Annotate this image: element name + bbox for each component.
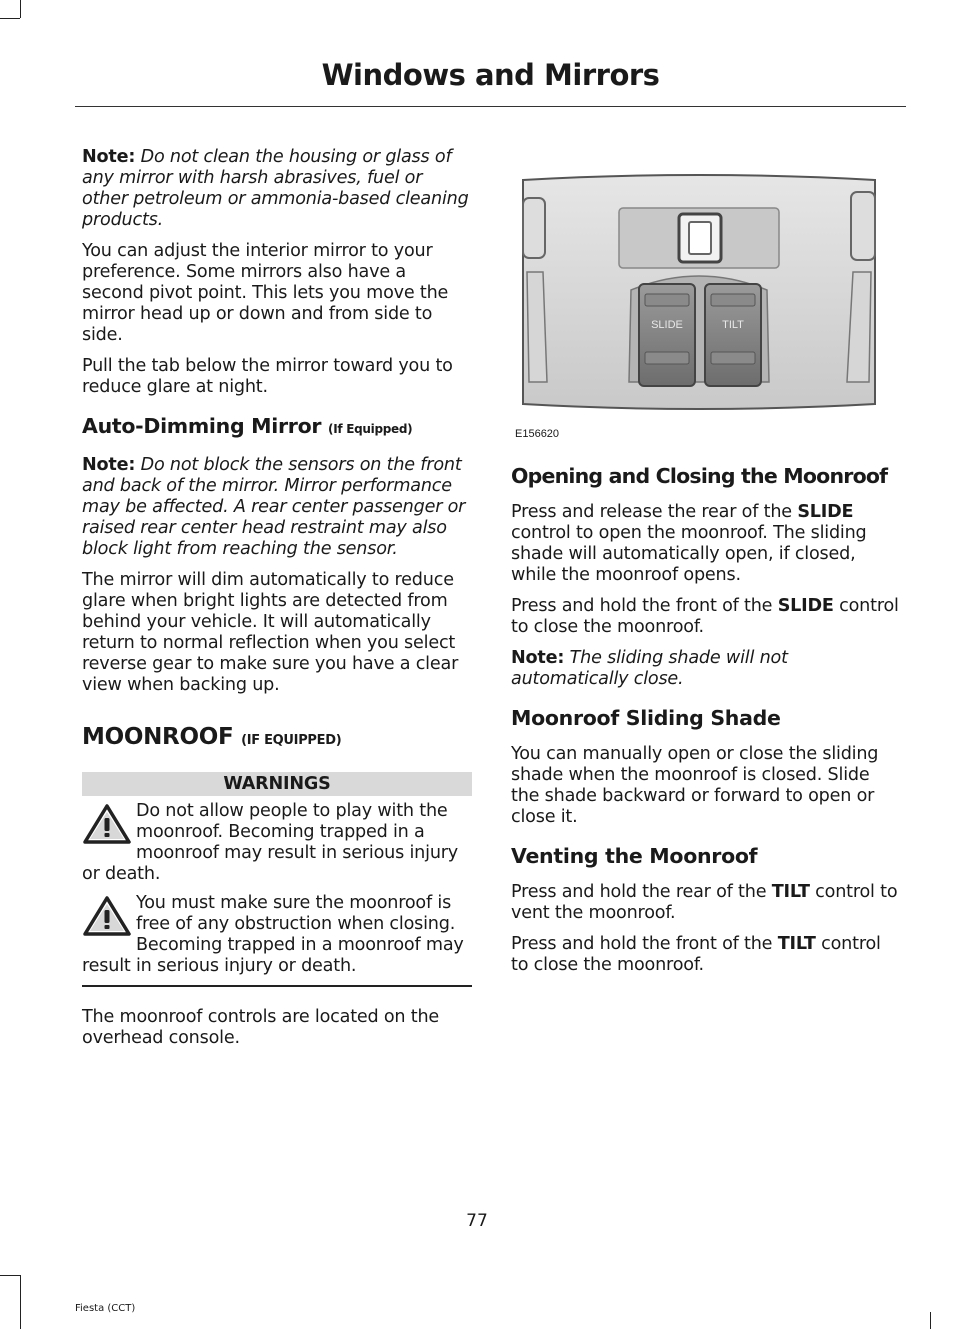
warnings-heading: WARNINGS — [82, 772, 472, 796]
paragraph: You can adjust the interior mirror to your preference. Some mirrors also have a second pivot point. This lets you move the mirror head up or down and from side to side. — [82, 241, 449, 345]
note-text: Do not clean the housing or glass of any mirror with harsh abrasives, fuel or other petroleum or ammonia-based cleaning products. — [82, 147, 469, 230]
note-paragraph — [511, 648, 903, 690]
heading-suffix: (IF EQUIPPED) — [241, 733, 342, 748]
heading-suffix: (If Equipped) — [328, 422, 413, 436]
warning-item — [82, 801, 472, 885]
slide-control-label: SLIDE — [651, 319, 683, 331]
paragraph: The mirror will dim automatically to reduce glare when bright lights are detected from behind your vehicle. It will automatically return to normal reflection when you select reverse gear to make sure you have a clear view when backing up. — [82, 570, 459, 695]
title-divider — [75, 106, 906, 107]
warning-item — [82, 893, 472, 977]
warning-triangle-icon — [82, 803, 132, 845]
paragraph: Press and hold the rear of the TILT control to vent the moonroof. — [511, 882, 898, 923]
heading-text: Auto-Dimming Mirror — [82, 414, 322, 438]
figure-code: E156620 — [515, 428, 560, 440]
paragraph: Press and hold the front of the TILT control to close the moonroof. — [511, 934, 881, 975]
control-name: SLIDE — [777, 596, 834, 616]
footer-model: Fiesta (CCT) — [75, 1303, 136, 1314]
paragraph: Press and hold the front of the SLIDE control to close the moonroof. — [511, 596, 899, 637]
section-heading: Opening and Closing the Moonroof — [511, 464, 888, 488]
warning-text: Do not allow people to play with the moonroof. Becoming trapped in a moonroof may result in serious injury or death. — [82, 801, 459, 884]
control-name: TILT — [777, 934, 816, 954]
control-name: SLIDE — [797, 502, 854, 522]
note-text: The sliding shade will not automatically close. — [511, 648, 788, 689]
control-name: TILT — [771, 882, 810, 902]
crop-mark — [0, 18, 20, 19]
section-heading — [82, 414, 472, 441]
paragraph: The moonroof controls are located on the overhead console. — [82, 1007, 440, 1048]
note-paragraph — [82, 147, 472, 231]
note-label: Note: — [82, 147, 136, 167]
warning-text: You must make sure the moonroof is free of any obstruction when closing. Becoming trapped in a moonroof may result in serious injury or death. — [82, 893, 464, 976]
chapter-heading — [82, 724, 472, 754]
tilt-control-label: TILT — [722, 319, 744, 331]
crop-mark — [20, 0, 21, 18]
page-number: 77 — [466, 1211, 488, 1231]
note-text: Do not block the sensors on the front and back of the mirror. Mirror performance may be affected. A rear center passenger or raised rear center head restraint may also block light from reaching the sensor. — [82, 455, 466, 559]
page-title: Windows and Mirrors — [321, 58, 660, 92]
paragraph: You can manually open or close the sliding shade when the moonroof is closed. Slide the shade backward or forward to open or close it. — [511, 744, 879, 827]
section-heading: Moonroof Sliding Shade — [511, 706, 781, 730]
crop-mark — [20, 1275, 21, 1329]
paragraph: Press and release the rear of the SLIDE control to open the moonroof. The sliding shade will automatically open, if closed, while the moonroof opens. — [511, 502, 867, 585]
section-heading: Venting the Moonroof — [511, 844, 758, 868]
heading-text: MOONROOF — [82, 724, 234, 750]
note-label: Note: — [82, 455, 136, 475]
crop-mark — [930, 1312, 931, 1329]
paragraph: Pull the tab below the mirror toward you to reduce glare at night. — [82, 356, 453, 397]
warning-triangle-icon — [82, 895, 132, 937]
right-column — [511, 464, 903, 986]
left-column — [82, 147, 472, 1059]
note-paragraph — [82, 455, 472, 560]
note-label: Note: — [511, 648, 565, 668]
overhead-console-illustration — [519, 172, 879, 412]
warnings-divider — [82, 985, 472, 987]
crop-mark — [0, 1275, 20, 1276]
